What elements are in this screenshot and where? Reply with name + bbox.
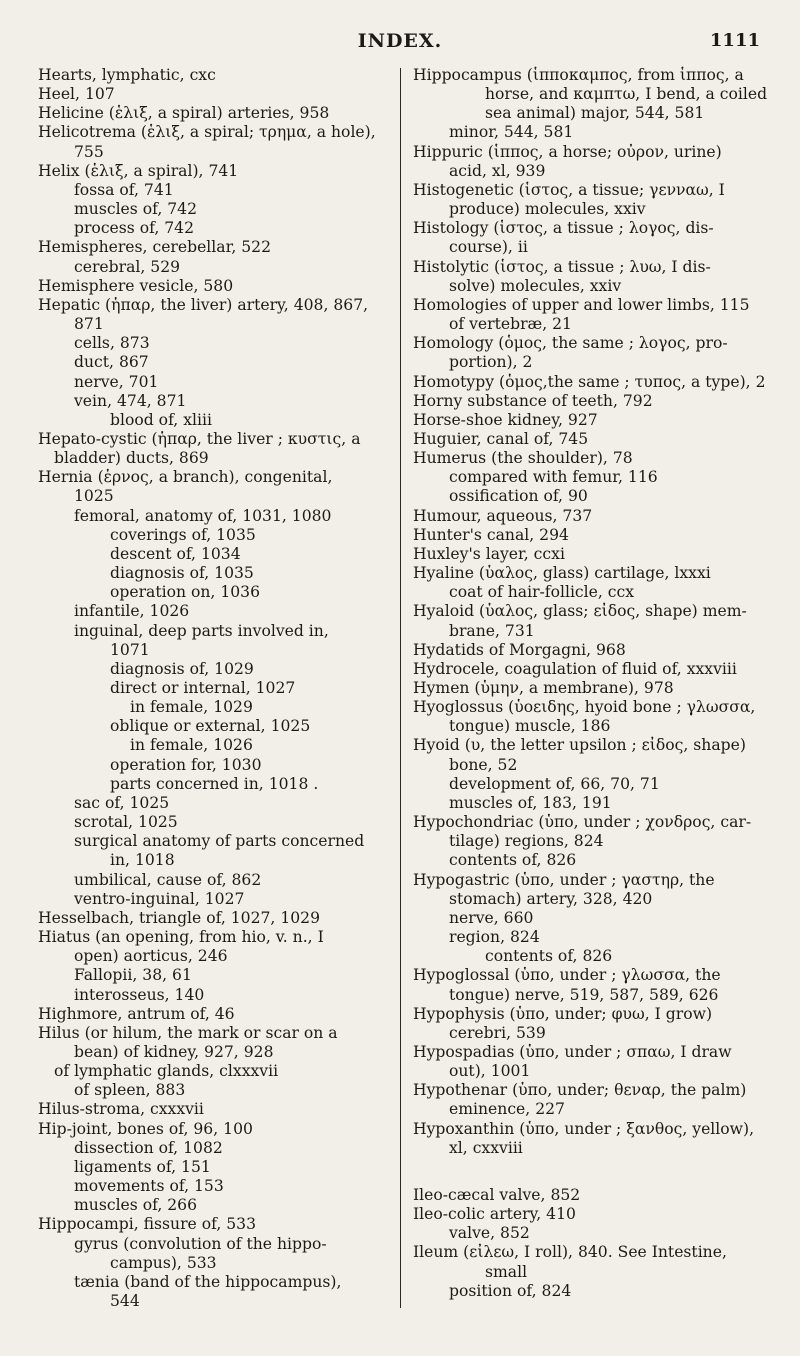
index-subentry: cerebri, 539 <box>449 1023 546 1042</box>
index-entry: Humerus (the shoulder), 78 <box>413 449 633 468</box>
index-entry: Histology (ἱστος, a tissue ; λογος, dis- <box>413 219 714 238</box>
index-subentry: 755 <box>74 142 104 161</box>
index-subentry: 544 <box>110 1292 140 1310</box>
index-entry: Hippocampus (ἱπποκαμπος, from ἱππος, a <box>413 66 744 84</box>
index-subentry: interosseus, 140 <box>74 985 205 1004</box>
page-header <box>0 30 800 60</box>
index-subentry: cells, 873 <box>74 334 150 353</box>
index-entry: Hydrocele, coagulation of fluid of, xxxviii <box>413 659 737 678</box>
index-entry: Huxley's layer, ccxi <box>413 544 565 563</box>
index-subentry: 871 <box>74 315 104 334</box>
index-subentry: stomach) artery, 328, 420 <box>449 889 653 908</box>
index-entry: Horny substance of teeth, 792 <box>413 391 653 410</box>
index-subentry: nerve, 660 <box>449 908 534 927</box>
index-subentry: diagnosis of, 1035 <box>110 564 254 583</box>
index-subentry: contents of, 826 <box>449 851 577 870</box>
index-subentry: of lymphatic glands, clxxxvii <box>54 1062 279 1081</box>
index-entry: Hip-joint, bones of, 96, 100 <box>38 1119 253 1138</box>
index-subentry: eminence, 227 <box>449 1100 565 1119</box>
index-entry: Hypochondriac (ὑπο, under ; χονδρος, car- <box>413 813 752 832</box>
index-subentry: nerve, 701 <box>74 372 159 391</box>
index-subentry: sea animal) major, 544, 581 <box>485 104 705 123</box>
index-subentry: duct, 867 <box>74 353 149 372</box>
index-subentry: muscles of, 742 <box>74 200 198 219</box>
index-entry: Heel, 107 <box>38 85 115 104</box>
index-entry: Helix (ἑλιξ, a spiral), 741 <box>38 161 239 180</box>
index-entry: Hyaloid (ὑαλος, glass; εἰδος, shape) mem- <box>413 602 747 621</box>
index-entry: Homologies of upper and lower limbs, 115 <box>413 295 750 314</box>
index-subentry: operation for, 1030 <box>110 755 262 774</box>
index-entry: Ileum (εἰλεω, I roll), 840. See Intestine, <box>413 1243 727 1262</box>
index-entry: Hydatids of Morgagni, 968 <box>413 640 626 659</box>
index-subentry: of spleen, 883 <box>74 1081 186 1100</box>
index-subentry: out), 1001 <box>449 1062 531 1081</box>
index-entry: Hypogastric (ὑπο, under ; γαστηρ, the <box>413 870 715 889</box>
index-entry: Hymen (ὑμην, a membrane), 978 <box>413 679 674 697</box>
index-subentry: coverings of, 1035 <box>110 525 256 544</box>
index-subentry: scrotal, 1025 <box>74 813 178 832</box>
index-entry: Homology (ὁμος, the same ; λογος, pro- <box>413 334 728 353</box>
index-entry: Ileo-cæcal valve, 852 <box>413 1185 581 1204</box>
index-subentry: umbilical, cause of, 862 <box>74 870 262 889</box>
index-entry: Humour, aqueous, 737 <box>413 506 593 525</box>
index-subentry: produce) molecules, xxiv <box>449 200 646 219</box>
index-subentry: ventro-inguinal, 1027 <box>74 889 245 908</box>
index-subentry: parts concerned in, 1018 . <box>110 774 319 793</box>
index-entry: Hypoxanthin (ὑπο, under ; ξανθος, yellow), <box>413 1119 755 1138</box>
index-entry: Hyoid (υ, the letter upsilon ; εἰδος, shape) <box>413 736 746 755</box>
index-subentry: compared with femur, 116 <box>449 468 658 487</box>
index-entry: Hypothenar (ὑπο, under; θεναρ, the palm) <box>413 1081 747 1100</box>
index-entry: Helicine (ἑλιξ, a spiral) arteries, 958 <box>38 104 330 123</box>
index-entry: Hypophysis (ὑπο, under; φυω, I grow) <box>413 1004 713 1023</box>
index-entry: Hypoglossal (ὑπο, under ; γλωσσα, the <box>413 966 721 985</box>
index-subentry: operation on, 1036 <box>110 583 261 602</box>
index-subentry: contents of, 826 <box>485 947 613 966</box>
index-subentry: horse, and καμπτω, I bend, a coiled <box>485 85 768 104</box>
index-subentry: process of, 742 <box>74 219 195 238</box>
index-entry: Huguier, canal of, 745 <box>413 429 589 448</box>
index-entry: Helicotrema (ἑλιξ, a spiral; τρημα, a hole), <box>38 123 376 142</box>
index-subentry: valve, 852 <box>449 1224 530 1243</box>
index-subentry: campus), 533 <box>110 1253 217 1272</box>
index-subentry: diagnosis of, 1029 <box>110 659 254 678</box>
index-subentry: xl, cxxviii <box>449 1138 523 1157</box>
index-subentry: coat of hair-follicle, ccx <box>449 583 635 602</box>
index-subentry: muscles of, 183, 191 <box>449 793 612 812</box>
index-column-left <box>38 66 396 1311</box>
index-subentry: bone, 52 <box>449 755 518 774</box>
index-entry: Hearts, lymphatic, cxc <box>38 66 216 84</box>
index-subentry: surgical anatomy of parts concerned <box>74 832 365 851</box>
index-entry: Hemispheres, cerebellar, 522 <box>38 238 271 257</box>
index-subentry: muscles of, 266 <box>74 1196 198 1215</box>
index-subentry: tænia (band of the hippocampus), <box>74 1272 342 1291</box>
index-subentry: position of, 824 <box>449 1281 572 1300</box>
index-entry: Hilus-stroma, cxxxvii <box>38 1100 204 1119</box>
index-subentry: solve) molecules, xxiv <box>449 276 622 295</box>
index-subentry: brane, 731 <box>449 621 535 640</box>
index-subentry: tilage) regions, 824 <box>449 832 604 851</box>
index-entry: Hippocampi, fissure of, 533 <box>38 1215 257 1234</box>
index-entry: Horse-shoe kidney, 927 <box>413 410 598 429</box>
index-entry: Hiatus (an opening, from hio, v. n., I <box>38 928 324 947</box>
index-subentry: region, 824 <box>449 928 540 947</box>
index-entry: Histolytic (ἱστος, a tissue ; λυω, I dis- <box>413 257 711 276</box>
page-number: 1111 <box>709 30 760 51</box>
index-subentry: direct or internal, 1027 <box>110 679 296 697</box>
index-entry: Hemisphere vesicle, 580 <box>38 276 234 295</box>
index-entry: Hilus (or hilum, the mark or scar on a <box>38 1023 338 1042</box>
index-subentry: fossa of, 741 <box>74 180 174 199</box>
index-subentry: gyrus (convolution of the hippo- <box>74 1234 327 1253</box>
index-subentry: Fallopii, 38, 61 <box>74 966 192 985</box>
index-entry: Highmore, antrum of, 46 <box>38 1004 235 1023</box>
index-subentry: movements of, 153 <box>74 1177 224 1196</box>
index-entry: Hesselbach, triangle of, 1027, 1029 <box>38 908 321 927</box>
index-subentry: cerebral, 529 <box>74 257 181 276</box>
index-subentry: ligaments of, 151 <box>74 1157 211 1176</box>
section-gap <box>413 1158 765 1186</box>
index-subentry: development of, 66, 70, 71 <box>449 774 660 793</box>
index-entry: Hypospadias (ὑπο, under ; σπαω, I draw <box>413 1042 732 1061</box>
index-subentry: sac of, 1025 <box>74 793 170 812</box>
index-subentry: in female, 1029 <box>130 698 253 717</box>
index-subentry: tongue) muscle, 186 <box>449 717 611 736</box>
index-subentry: in, 1018 <box>110 851 175 870</box>
index-subentry: oblique or external, 1025 <box>110 717 311 736</box>
index-subentry: 1071 <box>110 640 150 659</box>
index-subentry: of vertebræ, 21 <box>449 315 572 334</box>
index-entry: Hyaline (ὑαλος, glass) cartilage, lxxxi <box>413 564 711 583</box>
index-subentry: bladder) ducts, 869 <box>54 449 209 468</box>
index-subentry: course), ii <box>449 238 528 257</box>
index-subentry: dissection of, 1082 <box>74 1138 223 1157</box>
index-entry: Homotypy (ὁμος,the same ; τυπος, a type), 2 <box>413 372 766 391</box>
index-subentry: infantile, 1026 <box>74 602 190 621</box>
index-subentry: open) aorticus, 246 <box>74 947 228 966</box>
index-subentry: minor, 544, 581 <box>449 123 574 142</box>
index-subentry: portion), 2 <box>449 353 533 372</box>
index-entry: Ileo-colic artery, 410 <box>413 1205 576 1224</box>
page-title: INDEX. <box>357 30 443 52</box>
index-subentry: tongue) nerve, 519, 587, 589, 626 <box>449 985 719 1004</box>
index-column-right <box>413 66 768 1301</box>
index-entry: Hernia (ἑρνος, a branch), congenital, <box>38 468 333 487</box>
index-subentry: acid, xl, 939 <box>449 161 546 180</box>
index-subentry: femoral, anatomy of, 1031, 1080 <box>74 506 332 525</box>
index-entry: Hippuric (ἱππος, a horse; οὐρον, urine) <box>413 142 722 161</box>
index-subentry: ossification of, 90 <box>449 487 588 506</box>
index-subentry: descent of, 1034 <box>110 544 241 563</box>
index-subentry: blood of, xliii <box>110 410 212 429</box>
column-divider <box>400 68 401 1308</box>
index-subentry: in female, 1026 <box>130 736 253 755</box>
index-entry: Hyoglossus (ὑοειδης, hyoid bone ; γλωσσα, <box>413 698 756 717</box>
index-entry: Hepato-cystic (ἡπαρ, the liver ; κυστις, a <box>38 429 361 448</box>
index-subentry: small <box>485 1262 528 1281</box>
index-entry: Histogenetic (ἱστος, a tissue; γενναω, I <box>413 180 725 199</box>
index-entry: Hepatic (ἡπαρ, the liver) artery, 408, 867, <box>38 295 369 314</box>
index-subentry: 1025 <box>74 487 114 506</box>
index-subentry: inguinal, deep parts involved in, <box>74 621 329 640</box>
index-entry: Hunter's canal, 294 <box>413 525 569 544</box>
index-subentry: vein, 474, 871 <box>74 391 187 410</box>
index-subentry: bean) of kidney, 927, 928 <box>74 1042 274 1061</box>
